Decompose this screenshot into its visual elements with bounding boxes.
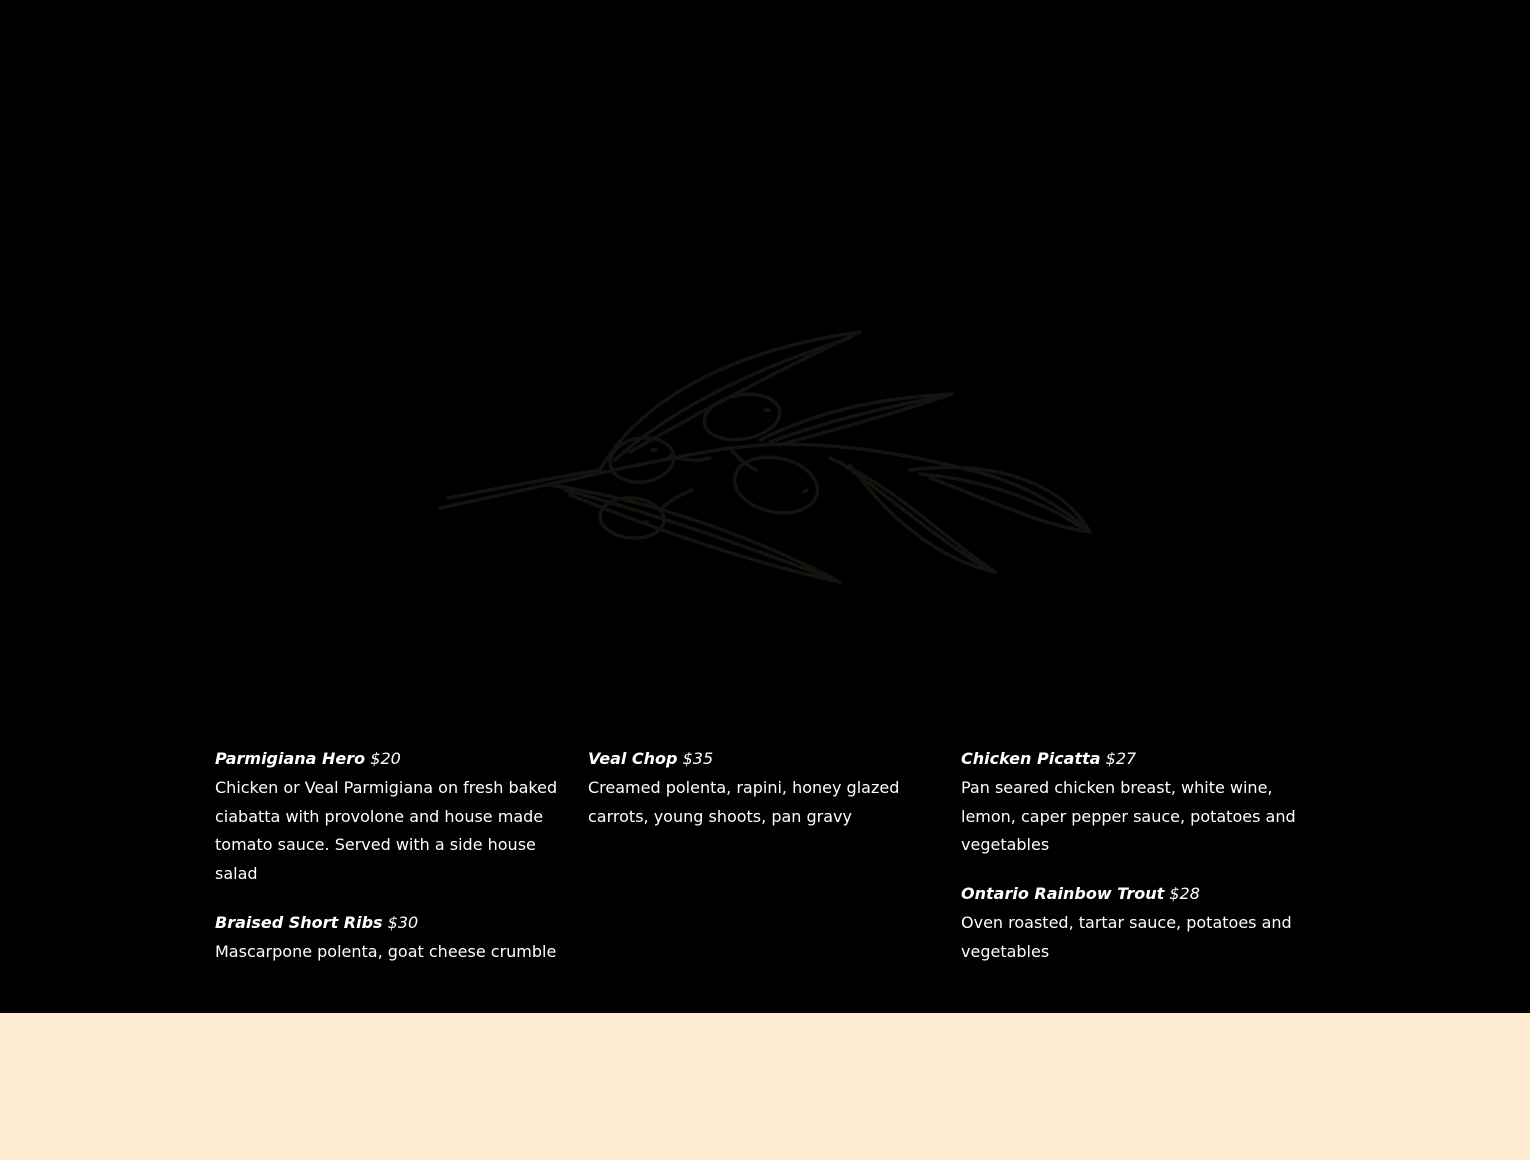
menu-item-name: Parmigiana Hero <box>215 749 366 768</box>
menu-item-price: $35 <box>682 749 714 768</box>
menu-item-description: Mascarpone polenta, goat cheese crumble <box>215 941 557 961</box>
menu-item-price: $30 <box>387 912 419 932</box>
menu-item-name: Chicken Picatta <box>961 749 1101 768</box>
menu-item <box>961 880 1325 966</box>
menu-item <box>215 745 570 889</box>
menu-item-description: Chicken or Veal Parmigiana on fresh baked ciabatta with provolone and house made tomato sauce. Served with a side house salad <box>215 777 558 884</box>
menu-item-heading <box>215 745 570 774</box>
menu-item-name: Braised Short Ribs <box>215 912 383 932</box>
menu-item-description: Oven roasted, tartar sauce, potatoes and vegetables <box>961 912 1292 961</box>
menu-grid <box>215 745 1325 987</box>
menu-item <box>215 909 570 967</box>
menu-item-heading <box>588 745 943 774</box>
menu-item-name: Ontario Rainbow Trout <box>961 884 1165 904</box>
menu-item <box>961 745 1325 860</box>
menu-item-name: Veal Chop <box>588 749 678 768</box>
footer-band <box>0 1013 1530 1160</box>
menu-item-price: $27 <box>1105 749 1137 768</box>
olive-branch-icon <box>430 320 1110 600</box>
menu-item-price: $28 <box>1169 884 1200 904</box>
menu-item-price: $20 <box>370 749 401 768</box>
menu-item-heading <box>215 909 570 938</box>
menu-item <box>588 745 943 831</box>
menu-column-2 <box>588 745 961 987</box>
menu-item-heading <box>961 880 1325 909</box>
menu-item-heading <box>961 745 1325 774</box>
menu-item-description: Pan seared chicken breast, white wine, lemon, caper pepper sauce, potatoes and vegetables <box>961 777 1296 855</box>
menu-column-3 <box>961 745 1325 987</box>
menu-column-1 <box>215 745 588 987</box>
menu-item-description: Creamed polenta, rapini, honey glazed carrots, young shoots, pan gravy <box>588 777 900 826</box>
